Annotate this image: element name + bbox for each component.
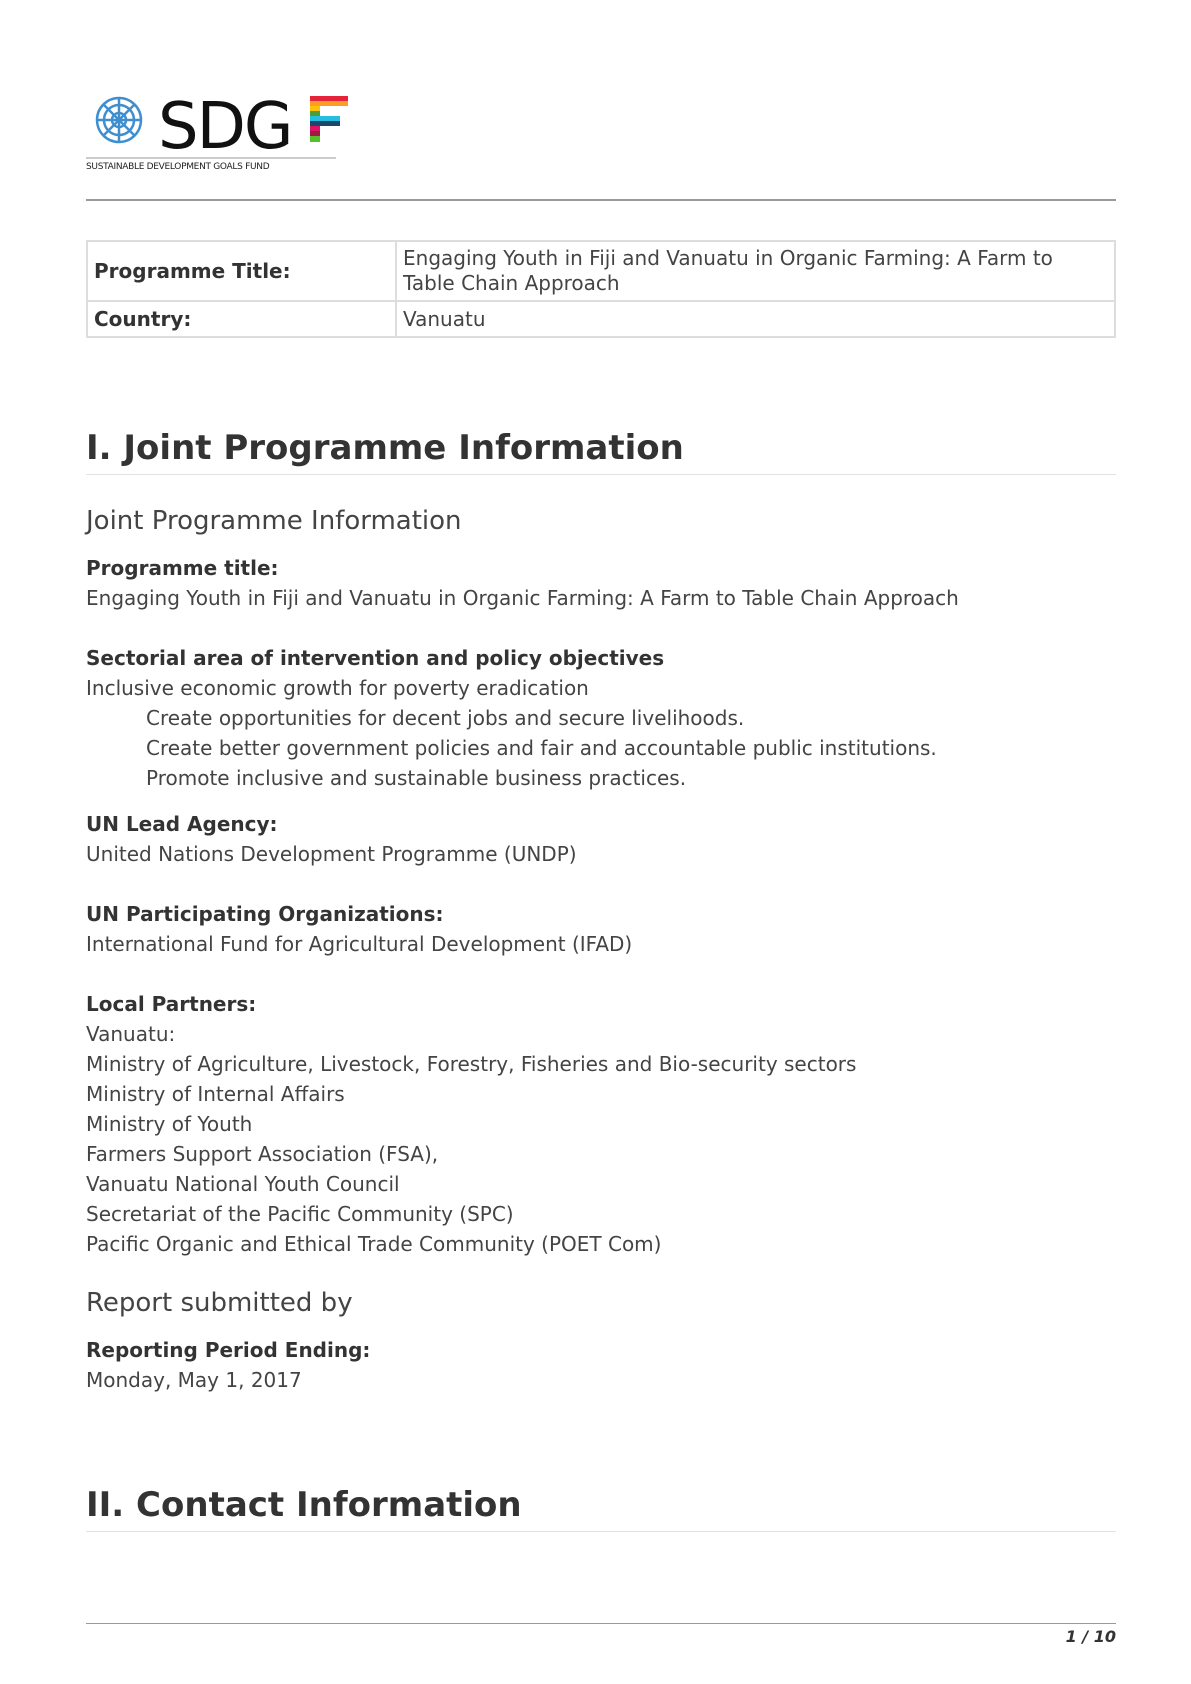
page-number: 1 / 10 [1065, 1627, 1116, 1646]
header-divider [86, 199, 1116, 201]
local-partner-item: Ministry of Youth [86, 1112, 253, 1136]
sectorial-label: Sectorial area of intervention and policy objectives [86, 646, 665, 670]
participating-orgs-value: International Fund for Agricultural Development (IFAD) [86, 932, 633, 956]
lead-agency-label: UN Lead Agency: [86, 812, 278, 836]
table-key: Programme Title: [87, 241, 396, 301]
table-key: Country: [87, 301, 396, 337]
table-row [87, 301, 1115, 337]
participating-orgs-label: UN Participating Organizations: [86, 902, 444, 926]
local-partners-label: Local Partners: [86, 992, 257, 1016]
local-partner-item: Vanuatu National Youth Council [86, 1172, 400, 1196]
objective-item: Promote inclusive and sustainable business practices. [146, 766, 687, 790]
local-partner-item: Ministry of Agriculture, Livestock, Forestry, Fisheries and Bio-security sectors [86, 1052, 857, 1076]
programme-info-table [86, 240, 1116, 338]
section-title: II. Contact Information [86, 1485, 1116, 1532]
lead-agency-value: United Nations Development Programme (UNDP) [86, 842, 577, 866]
sdg-wordmark: SDG [158, 90, 292, 164]
objective-item: Create better government policies and fair and accountable public institutions. [146, 736, 937, 760]
local-partner-item: Secretariat of the Pacific Community (SPC) [86, 1202, 514, 1226]
section-title: I. Joint Programme Information [86, 428, 1116, 475]
local-partner-item: Farmers Support Association (FSA), [86, 1142, 439, 1166]
sdgf-logo [86, 90, 366, 180]
report-subtitle: Report submitted by [86, 1288, 353, 1318]
table-value: Vanuatu [396, 301, 1115, 337]
sectorial-value: Inclusive economic growth for poverty eradication [86, 676, 589, 700]
programme-title-label: Programme title: [86, 556, 279, 580]
colorful-f-icon [310, 96, 348, 142]
reporting-period-label: Reporting Period Ending: [86, 1338, 371, 1362]
table-row [87, 241, 1115, 301]
programme-title-value: Engaging Youth in Fiji and Vanuatu in Organic Farming: A Farm to Table Chain Approach [86, 586, 959, 610]
table-value: Engaging Youth in Fiji and Vanuatu in Organic Farming: A Farm to Table Chain Approach [396, 241, 1115, 301]
reporting-period-value: Monday, May 1, 2017 [86, 1368, 302, 1392]
objective-item: Create opportunities for decent jobs and secure livelihoods. [146, 706, 745, 730]
logo-tagline: SUSTAINABLE DEVELOPMENT GOALS FUND [86, 162, 270, 172]
local-partner-item: Ministry of Internal Affairs [86, 1082, 345, 1106]
section-subtitle: Joint Programme Information [86, 506, 462, 536]
local-partner-item: Pacific Organic and Ethical Trade Community (POET Com) [86, 1232, 662, 1256]
footer-divider [86, 1623, 1116, 1624]
local-partner-item: Vanuatu: [86, 1022, 176, 1046]
